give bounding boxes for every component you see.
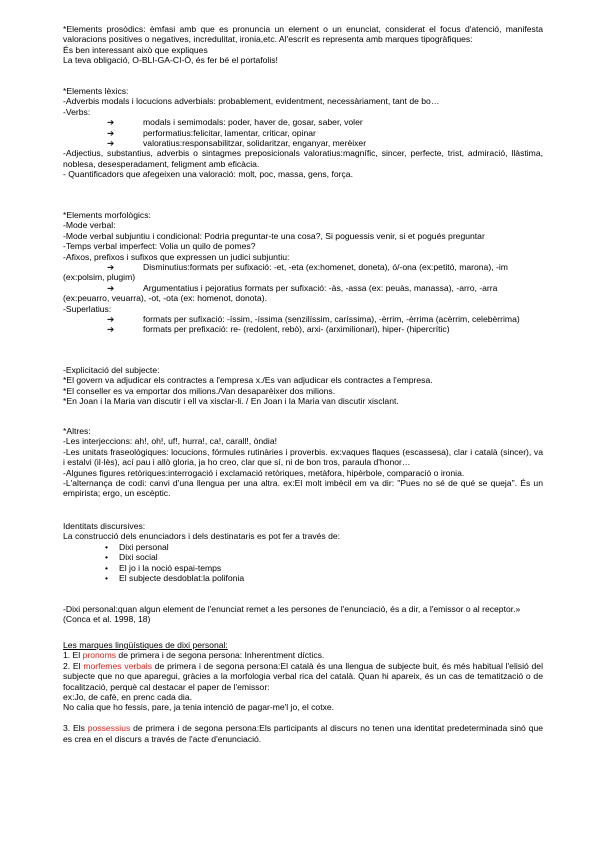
marques-item-3: 3. Els possessius de primera i de segona persona:Els participants al discurs no tenen una identitat predeterminada sinó que es crea en el discurs a través de l'acte d'enunciació.: [63, 723, 543, 744]
morfologics-imperfect: -Temps verbal imperfect: Volia un quilo de pomes?: [63, 241, 256, 252]
list-item: • El jo i la noció espai-temps: [105, 563, 543, 573]
morfologics-afixos: -Afixos, prefixos i sufixos que expressen un judici subjuntiu:: [63, 251, 290, 262]
section-morfologics: [63, 210, 543, 335]
identitats-title: Identitats discursives:: [63, 521, 146, 531]
pronoms-term: pronoms: [82, 650, 117, 661]
afix-pejoratius-cont: (ex:peuarro, veuarra), -ot, -ota (ex: homenot, donota).: [63, 293, 267, 304]
lexics-quantificadors: - Quantificadors que afegeixen una valoració: molt, poc, massa, gens, força.: [63, 169, 353, 180]
afix-diminutius-cont: (ex:polsim, plugim): [63, 272, 136, 283]
superlatiu-text: formats per sufixació: -íssim, -íssima (senzilíssim, caríssima), -èrrim, -èrrima (acèrrim, celebèrrima): [143, 314, 520, 325]
subjecte-example: *El conseller es va emportar dos milions./Van desaparèixer dos milions.: [63, 385, 336, 396]
arrow-icon: ➔: [107, 127, 115, 138]
lexics-adverbis: -Adverbis modals i locucions adverbials: probablement, evidentment, necessàriament, tant de bo…: [63, 96, 440, 107]
marques-item-1: 1. El pronoms de primera i de segona persona: Inherentment díctics.: [63, 650, 325, 661]
verb-item-text: modals i semimodals: poder, haver de, gosar, saber, voler: [143, 117, 363, 128]
altres-figures: -Algunes figures retòriques:interrogació i exclamació retòriques, metàfora, hipèrbole, comparació o ironia.: [63, 467, 465, 478]
prosodics-example-2: La teva obligació, O-BLI-GA-CI-Ó, és fer bé el portafolis!: [63, 55, 278, 66]
list-item: • Dixi personal: [105, 542, 543, 552]
altres-fraseologiques: -Les unitats fraseològiques: locucions, fórmules rutinàries i proverbis. ex:vaques flaques (escassesa), clar i català (sincer), va i estalvi (il·lès), ací pau i allò gloria, ja ho creo, clar que sí, ni de bon tros, paraula d'honor…: [63, 446, 543, 468]
arrow-icon: ➔: [107, 324, 115, 335]
morfologics-title: *Elements morfològics:: [63, 210, 151, 220]
section-subjecte: [63, 365, 543, 407]
marques-title: Les marques lingüístiques de dixi personal:: [63, 640, 228, 650]
lexics-adjectius: -Adjectius, substantius, adverbis o sintagmes preposicionals valoratius:magnífic, sincer, perfecte, trist, admiració, llàstima, noblesa, desesperadament, feligment amb eficàcia.: [63, 148, 543, 169]
superlatiu-item: [107, 324, 543, 334]
lexics-title: *Elements lèxics:: [63, 86, 129, 96]
subjecte-title: -Explicitació del subjecte:: [63, 365, 160, 375]
verb-item-text: valoratius:responsabilitzar, solidaritzar, enganyar, merèixer: [143, 138, 367, 149]
arrow-icon: ➔: [107, 282, 115, 293]
altres-interjeccions: -Les interjeccions: ah!, oh!, uf!, hurra!, ca!, carall!, òndia!: [63, 436, 277, 447]
verb-item-text: performatius:felicitar, lamentar, criticar, opinar: [143, 127, 316, 138]
afix-diminutius: Disminutius:formats per sufixació: -et, -eta (ex:homenet, doneta), ó/-ona (ex:petitó, marona), -im: [143, 262, 508, 273]
morfologics-mode-verbal: -Mode verbal:: [63, 220, 116, 231]
marques-item-2-example-2: No calia que ho fessis, pare, ja tenia intenció de pagar-me'l jo, el cotxe.: [63, 702, 335, 713]
list-item: • El subjecte desdoblat:la polifonia: [105, 573, 543, 583]
section-altres: [63, 426, 543, 499]
afix-item: [107, 283, 543, 293]
afix-pejoratius: Argumentatius i pejoratius formats per sufixació: -às, -assa (ex: peuàs, manassa), -arro, -arra: [143, 282, 498, 293]
afix-item: [107, 262, 543, 272]
dixi-definition: -Dixi personal:quan algun element de l'enunciat remet a les persones de l'enunciació, és a dir, a l'emissor o al receptor.» (Conca et al. 1998, 18): [63, 604, 521, 625]
arrow-icon: ➔: [107, 138, 115, 149]
subjecte-example: *El govern va adjudicar els contractes a l'empresa x./Es van adjudicar els contractes a l'empresa.: [63, 375, 433, 386]
verb-item: [107, 117, 543, 127]
lexics-verbs-label: -Verbs:: [63, 106, 91, 117]
possessius-term: possessius: [87, 723, 131, 734]
section-prosodics: [63, 24, 543, 66]
marques-item-2-example-1: ex:Jo, de cafè, en prenc cada dia.: [63, 692, 192, 703]
prosodics-intro: *Elements prosòdics: èmfasi amb que es pronuncia un element o un enunciat, considerat el focus d'atenció, manifesta valoracions positives o negatives, incredulitat, ironia,etc. Al'escrit es representa amb marques tipogràfiques:: [63, 24, 543, 45]
verb-item: [107, 138, 543, 148]
altres-title: *Altres:: [63, 426, 91, 436]
morfologics-superlatius-label: -Superlatius:: [63, 303, 112, 314]
section-lexics: [63, 86, 543, 180]
superlatiu-text: formats per prefixació: re- (redolent, rebò), arxi- (arximilionari), hiper- (hipercrític): [143, 324, 450, 335]
morfologics-subjuntiu: -Mode verbal subjuntiu i condicional: Podria preguntar-te una cosa?, Si poguessis venir, si et pogués preguntar: [63, 230, 485, 241]
verb-item: [107, 128, 543, 138]
arrow-icon: ➔: [107, 314, 115, 325]
section-marques: [63, 640, 543, 744]
arrow-icon: ➔: [107, 262, 115, 273]
arrow-icon: ➔: [107, 117, 115, 128]
identitats-list: [63, 542, 543, 584]
superlatiu-item: [107, 314, 543, 324]
list-item: • Dixi social: [105, 552, 543, 562]
section-dixi: [63, 604, 543, 625]
altres-alternanca: -L'alternança de codi: canvi d'una llengua per una altra. ex:El molt imbècil em va dir: "Pues no sé de qué se queja". És un empirista; ergo, un escèptic.: [63, 478, 543, 499]
prosodics-example-1: És ben interessant això que expliques: [63, 44, 208, 55]
marques-item-2: 2. El morfemes verbals de primera i de segona persona:El català és una llengua de subjecte buit, és més habitual l'elisió del subjecte que no que aparegui, gràcies a la morfologia verbal rica del català. Quan hi apareix, és un cas de tematització o de focalització, perquè cal destacar el paper de l'emissor:: [63, 660, 543, 692]
morfemes-term: morfemes verbals: [83, 660, 152, 671]
section-identitats: [63, 521, 543, 583]
subjecte-example: *En Joan i la Maria van discutir i ell va xisclar-li. / En Joan i la Maria van discutir xisclant.: [63, 396, 399, 407]
identitats-intro: La construcció dels enunciadors i dels destinataris es pot fer a través de:: [63, 531, 341, 542]
